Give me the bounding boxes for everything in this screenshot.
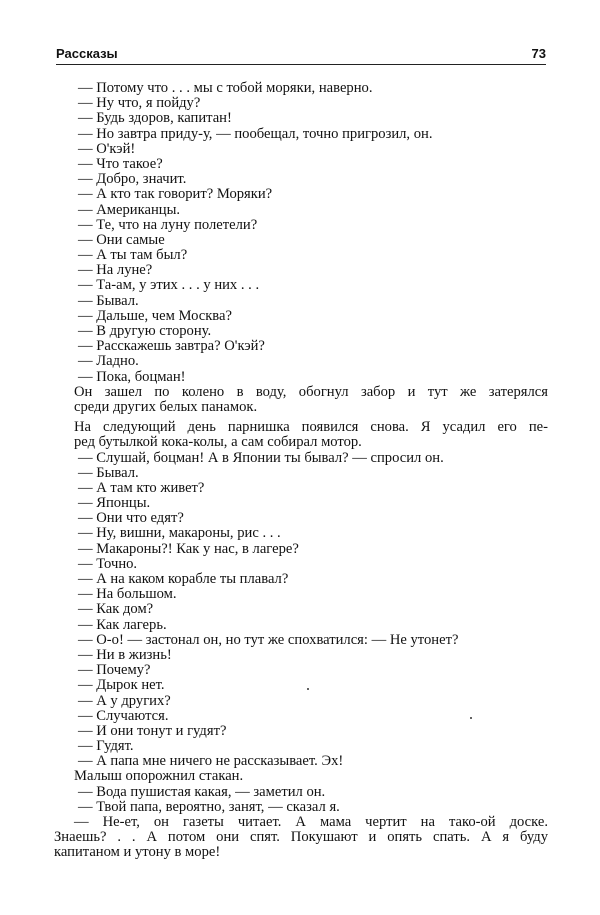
dialogue-line: — Слушай, боцман! А в Японии ты бывал? — спросил он.	[78, 449, 444, 466]
dialogue-line: — Вода пушистая какая, — заметил он.	[78, 783, 326, 800]
dialogue-line: — Расскажешь завтра? О'кэй?	[78, 338, 265, 355]
dialogue-line: — Не-ет, он газеты читает. А мама чертит на тако-ой доске.	[74, 814, 548, 830]
dialogue-line: — Ни в жизнь!	[78, 646, 172, 663]
dialogue-line: — Дальше, чем Москва?	[78, 307, 232, 324]
page-number: 73	[531, 46, 546, 61]
print-speck	[470, 717, 472, 719]
dialogue-line: — Будь здоров, капитан!	[78, 110, 232, 127]
dialogue-line: — И они тонут и гудят?	[78, 722, 227, 739]
dialogue-line: — Почему?	[78, 662, 151, 679]
dialogue-line: — Они что едят?	[78, 510, 184, 527]
dialogue-line: — А ты там был?	[78, 247, 188, 264]
dialogue-line: — А папа мне ничего не рассказывает. Эх!	[78, 753, 344, 770]
dialogue-line: — Потому что . . . мы с тобой моряки, наверно.	[78, 80, 373, 96]
dialogue-line: — О'кэй!	[78, 140, 136, 157]
dialogue-line: — Японцы.	[78, 495, 151, 512]
dialogue-line: — А кто так говорит? Моряки?	[78, 186, 273, 203]
dialogue-line: — А там кто живет?	[78, 479, 205, 496]
dialogue-line: — Ну что, я пойду?	[78, 95, 201, 112]
dialogue-line: — Случаются.	[78, 707, 169, 724]
running-header	[56, 44, 546, 65]
dialogue-line: капитаном и утону в море!	[54, 844, 221, 861]
dialogue-line: — Твой папа, вероятно, занят, — сказал я.	[78, 798, 340, 815]
dialogue-line: — Как лагерь.	[78, 616, 167, 633]
narrative-line: среди других белых панамок.	[74, 398, 258, 415]
dialogue-line: — На большом.	[78, 586, 177, 603]
dialogue-line: — Что такое?	[78, 155, 163, 172]
narrative-line: ред бутылкой кока-колы, а сам собирал мотор.	[74, 434, 362, 451]
dialogue-line: — Бывал.	[78, 464, 139, 481]
dialogue-line: — Те, что на луну полетели?	[78, 216, 258, 233]
dialogue-line: — Макароны?! Как у нас, в лагере?	[78, 540, 299, 557]
story-text	[54, 80, 548, 861]
dialogue-line: — Дырок нет.	[78, 677, 165, 694]
dialogue-line: — Та-ам, у этих . . . у них . . .	[78, 277, 260, 294]
dialogue-line: — Добро, значит.	[78, 171, 187, 188]
dialogue-line: — Гудят.	[78, 738, 134, 755]
dialogue-line: — На луне?	[78, 262, 153, 279]
dialogue-line: — Пока, боцман!	[78, 368, 186, 385]
narrative-line: На следующий день парнишка появился снова. Я усадил его пе-	[74, 419, 548, 436]
narrative-line: Он зашел по колено в воду, обогнул забор и тут же затерялся	[74, 383, 548, 400]
dialogue-line: Знаешь? . . А потом они спят. Покушают и опять спать. А я буду	[54, 829, 548, 846]
dialogue-line: — А на каком корабле ты плавал?	[78, 571, 289, 587]
section-title: Рассказы	[56, 46, 118, 61]
dialogue-line: — Они самые	[78, 231, 165, 248]
dialogue-line: — Как дом?	[78, 601, 154, 618]
dialogue-line: — Ладно.	[78, 353, 139, 370]
dialogue-line: — Ну, вишни, макароны, рис . . .	[78, 525, 281, 542]
dialogue-line: — Точно.	[78, 555, 138, 572]
dialogue-line: — А у других?	[78, 692, 171, 709]
dialogue-line: — Но завтра приду-у, — пообещал, точно пригрозил, он.	[78, 125, 433, 142]
narrative-line: Малыш опорожнил стакан.	[74, 768, 244, 785]
dialogue-line: — О-о! — застонал он, но тут же спохватился: — Не утонет?	[78, 631, 459, 648]
dialogue-line: — В другую сторону.	[78, 323, 212, 339]
print-speck	[307, 688, 309, 690]
dialogue-line: — Американцы.	[78, 201, 181, 218]
dialogue-line: — Бывал.	[78, 292, 139, 309]
